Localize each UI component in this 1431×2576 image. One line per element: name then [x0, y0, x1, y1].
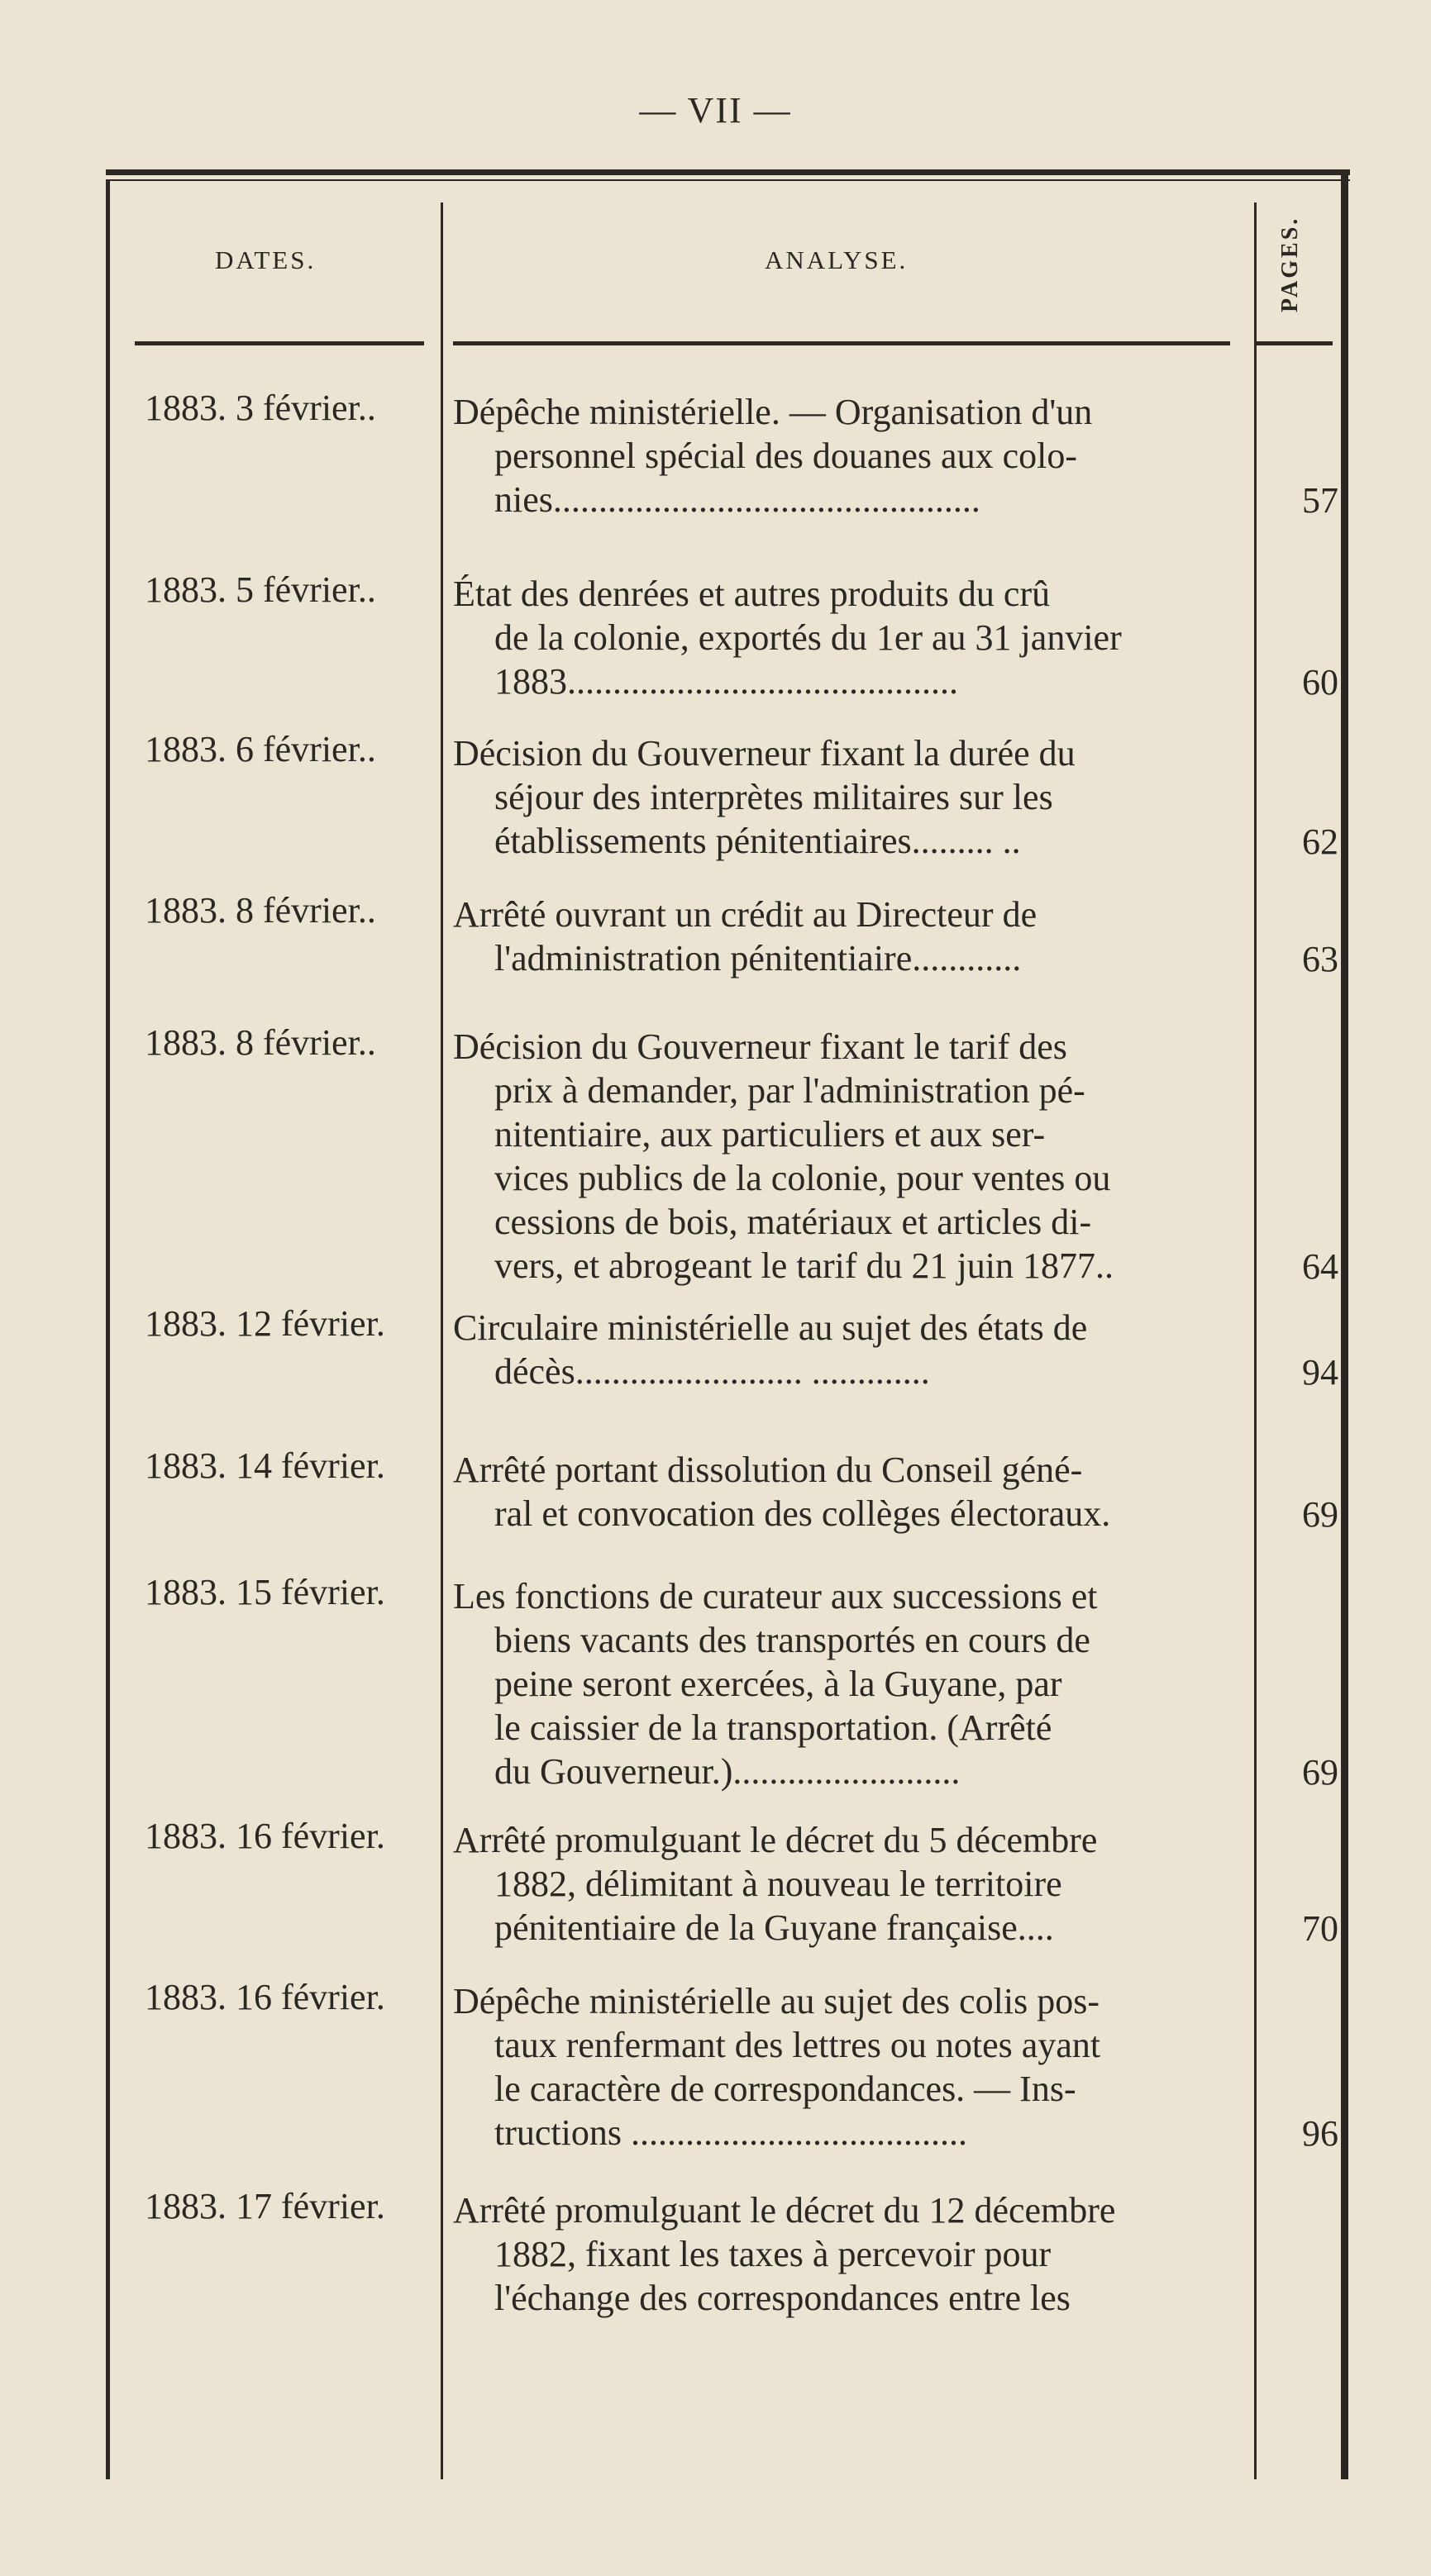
analysis-line: Arrêté ouvrant un crédit au Directeur de [453, 894, 1037, 935]
entry-page-number: 70 [1302, 1908, 1338, 1949]
top-rule-thin [106, 179, 1350, 181]
entry-date: 1883. 15 février. [145, 1572, 385, 1612]
column-header-pages: PAGES. [1277, 216, 1303, 313]
entry-page-number: 63 [1302, 939, 1338, 979]
column-header-analyse: ANALYSE. [765, 245, 909, 274]
analysis-line: de la colonie, exportés du 1er au 31 janvier [494, 617, 1122, 658]
analysis-line: établissements pénitentiaires......... .. [494, 821, 1021, 861]
header-underline-pages [1254, 341, 1333, 345]
analysis-line: le caractère de correspondances. — Ins- [494, 2069, 1076, 2109]
entry-date: 1883. 12 février. [145, 1303, 385, 1344]
analysis-line: Les fonctions de curateur aux successions et [453, 1576, 1098, 1617]
analysis-line: Circulaire ministérielle au sujet des états de [453, 1307, 1088, 1348]
analysis-line: vers, et abrogeant le tarif du 21 juin 1877.. [494, 1245, 1114, 1286]
analysis-line: cessions de bois, matériaux et articles di- [494, 1202, 1092, 1242]
analysis-line: vices publics de la colonie, pour ventes ou [494, 1158, 1111, 1198]
entry-analysis [453, 1025, 1238, 1288]
analysis-line: Arrêté portant dissolution du Conseil géné- [453, 1450, 1083, 1490]
header-underline-analyse [453, 341, 1230, 345]
entry-analysis [453, 572, 1238, 703]
analysis-line: Dépêche ministérielle au sujet des colis pos- [453, 1981, 1099, 2021]
analysis-line: Décision du Gouverneur fixant le tarif des [453, 1026, 1067, 1067]
entry-date: 1883. 6 février.. [145, 729, 376, 769]
entry-date: 1883. 16 février. [145, 1816, 385, 1856]
right-border [1341, 169, 1348, 2479]
analysis-line: taux renfermant des lettres ou notes ayant [494, 2025, 1101, 2065]
column-divider-dates [441, 202, 443, 2479]
entry-analysis [453, 893, 1238, 980]
analysis-line: Arrêté promulguant le décret du 12 décembre [453, 2190, 1116, 2231]
entry-date: 1883. 8 février.. [145, 890, 376, 931]
analysis-line: nitentiaire, aux particuliers et aux ser- [494, 1114, 1046, 1155]
analysis-line: 1882, fixant les taxes à percevoir pour [494, 2234, 1052, 2274]
left-border [106, 179, 110, 2479]
analysis-line: Décision du Gouverneur fixant la durée du [453, 733, 1076, 774]
entry-page-number: 62 [1302, 821, 1338, 862]
analysis-line: biens vacants des transportés en cours de [494, 1620, 1090, 1660]
entry-analysis [453, 1979, 1238, 2155]
header-underline-dates [135, 341, 424, 345]
column-divider-pages [1254, 202, 1257, 2479]
column-header-dates: DATES. [215, 245, 317, 274]
entry-date: 1883. 5 février.. [145, 569, 376, 610]
entry-date: 1883. 3 février.. [145, 388, 376, 428]
top-rule [106, 169, 1350, 175]
entry-page-number: 69 [1302, 1494, 1338, 1535]
entry-analysis [453, 731, 1238, 863]
entry-date: 1883. 8 février.. [145, 1022, 376, 1063]
entry-page-number: 60 [1302, 662, 1338, 702]
analysis-line: le caissier de la transportation. (Arrêté [494, 1707, 1052, 1748]
analysis-line: du Gouverneur.)......................... [494, 1751, 961, 1792]
analysis-line: l'administration pénitentiaire............ [494, 938, 1022, 978]
analysis-line: l'échange des correspondances entre les [494, 2278, 1071, 2318]
entry-date: 1883. 17 février. [145, 2186, 385, 2226]
entry-analysis [453, 1306, 1238, 1393]
analysis-line: tructions ..................................... [494, 2112, 967, 2153]
entry-analysis [453, 1574, 1238, 1793]
analysis-line: 1882, délimitant à nouveau le territoire [494, 1864, 1062, 1904]
analysis-line: pénitentiaire de la Guyane française.... [494, 1907, 1054, 1948]
page-header: — VII — [639, 90, 792, 131]
entry-date: 1883. 14 février. [145, 1445, 385, 1486]
analysis-line: nies............................................... [494, 479, 980, 520]
analysis-line: décès......................... ............. [494, 1351, 930, 1392]
entry-analysis [453, 1818, 1238, 1950]
entry-date: 1883. 16 février. [145, 1977, 385, 2017]
entry-analysis [453, 390, 1238, 521]
analysis-line: Dépêche ministérielle. — Organisation d'un [453, 392, 1093, 432]
entry-page-number: 69 [1302, 1752, 1338, 1793]
analysis-line: personnel spécial des douanes aux colo- [494, 436, 1077, 476]
analysis-line: État des denrées et autres produits du crû [453, 574, 1051, 614]
analysis-line: 1883........................................... [494, 661, 958, 702]
analysis-line: ral et convocation des collèges électoraux. [494, 1493, 1111, 1534]
analysis-line: Arrêté promulguant le décret du 5 décembre [453, 1820, 1098, 1860]
analysis-line: peine seront exercées, à la Guyane, par [494, 1664, 1062, 1704]
analysis-line: séjour des interprètes militaires sur les [494, 777, 1053, 817]
entry-page-number: 64 [1302, 1246, 1338, 1287]
entry-page-number: 57 [1302, 480, 1338, 521]
entry-page-number: 96 [1302, 2113, 1338, 2154]
entry-analysis [453, 1448, 1238, 1536]
entry-page-number: 94 [1302, 1352, 1338, 1393]
analysis-line: prix à demander, par l'administration pé- [494, 1070, 1085, 1111]
entry-analysis [453, 2188, 1238, 2320]
